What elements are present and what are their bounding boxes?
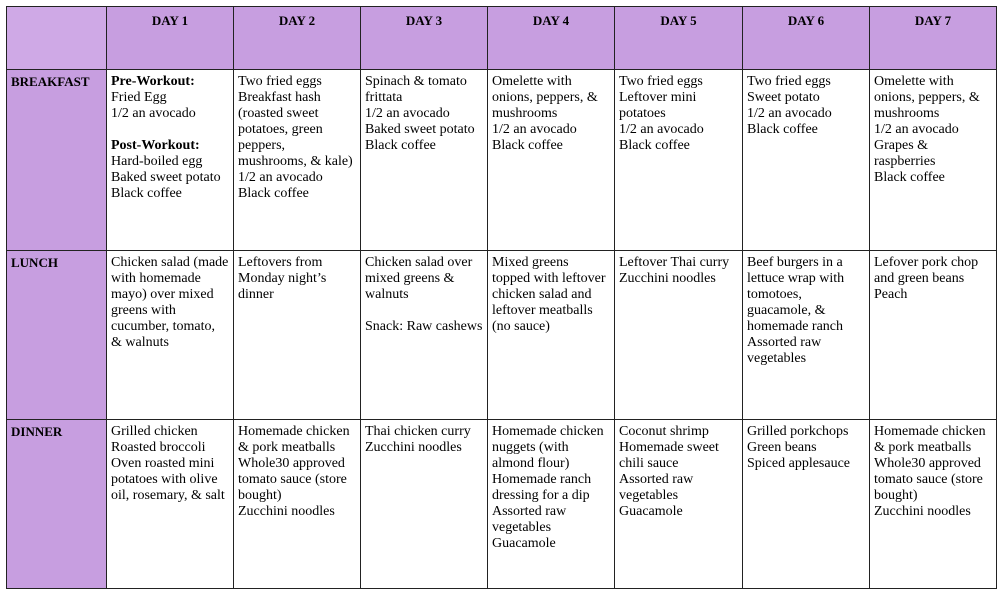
line-gap <box>111 122 229 138</box>
cell-line: Homemade chicken & pork meatballs <box>874 423 986 455</box>
cell-line: Leftover mini potatoes <box>619 90 697 121</box>
cell-line: Leftover Thai curry <box>619 254 730 270</box>
corner-cell <box>7 7 107 70</box>
meal-cell <box>870 419 997 588</box>
cell-line: Snack: Raw cashews <box>365 318 483 334</box>
cell-line: Hard-boiled egg <box>111 154 203 169</box>
cell-line: Zucchini noodles <box>365 439 462 455</box>
cell-line: Grilled porkchops <box>747 423 849 439</box>
cell-line: Peach <box>874 286 908 302</box>
meal-label: DINNER <box>7 419 107 588</box>
cell-line: Black coffee <box>874 170 945 185</box>
cell-line: Black coffee <box>492 138 563 153</box>
cell-line: Whole30 approved tomato sauce (store bought) <box>874 455 983 503</box>
meal-cell <box>361 419 488 588</box>
cell-line: Mixed greens topped with leftover chicken salad and leftover meatballs (no sauce) <box>492 254 606 334</box>
cell-line: 1/2 an avocado <box>238 170 323 185</box>
cell-line: Two fried eggs <box>238 74 322 89</box>
cell-line: Assorted raw vegetables <box>492 503 567 535</box>
day-header: DAY 4 <box>488 7 615 70</box>
meal-cell <box>488 419 615 588</box>
day-header: DAY 3 <box>361 7 488 70</box>
cell-line: Black coffee <box>365 138 436 153</box>
cell-line: Zucchini noodles <box>238 503 335 519</box>
cell-line: Chicken salad over mixed greens & walnuts <box>365 254 473 302</box>
meal-label: LUNCH <box>7 250 107 419</box>
cell-line: Black coffee <box>238 186 309 201</box>
cell-line: Grapes & raspberries <box>874 138 936 169</box>
meal-cell <box>107 70 234 251</box>
cell-line: Baked sweet potato <box>365 122 475 137</box>
cell-line: Black coffee <box>111 186 182 201</box>
meal-cell <box>107 419 234 588</box>
meal-cell <box>743 70 870 251</box>
meal-cell <box>488 250 615 419</box>
cell-line: Two fried eggs <box>747 74 831 89</box>
cell-line: Black coffee <box>619 138 690 153</box>
meal-cell <box>234 250 361 419</box>
cell-line: Grilled chicken <box>111 423 198 439</box>
cell-line: Sweet potato <box>747 90 820 105</box>
cell-line: Whole30 approved tomato sauce (store bought) <box>238 455 347 503</box>
cell-line: Roasted broccoli <box>111 439 206 455</box>
meal-cell <box>743 419 870 588</box>
meal-cell <box>234 419 361 588</box>
day-header: DAY 7 <box>870 7 997 70</box>
cell-line: Chicken salad (made with homemade mayo) over mixed greens with cucumber, tomato, & walnuts <box>111 254 229 350</box>
cell-line: Spinach & tomato frittata <box>365 74 467 105</box>
cell-line: Assorted raw vegetables <box>619 471 694 503</box>
cell-line: Guacamole <box>619 503 683 519</box>
meal-cell <box>488 70 615 251</box>
cell-line: Omelette with onions, peppers, & mushrooms <box>492 74 598 121</box>
cell-line: Breakfast hash (roasted sweet potatoes, green peppers, mushrooms, & kale) <box>238 90 353 169</box>
cell-subheading: Pre-Workout: <box>111 74 195 89</box>
header-row <box>7 7 997 70</box>
cell-line: 1/2 an avocado <box>619 122 704 137</box>
cell-line: Two fried eggs <box>619 74 703 89</box>
cell-line: Fried Egg <box>111 90 167 105</box>
meal-plan-table <box>6 6 997 589</box>
dinner-row <box>7 419 997 588</box>
cell-line: 1/2 an avocado <box>874 122 959 137</box>
meal-cell <box>615 70 743 251</box>
cell-line: Black coffee <box>747 122 818 137</box>
cell-line: Leftovers from Monday night’s dinner <box>238 254 327 302</box>
cell-line: Baked sweet potato <box>111 170 221 185</box>
cell-line: Homemade chicken & pork meatballs <box>238 423 350 455</box>
meal-cell <box>615 419 743 588</box>
day-header: DAY 5 <box>615 7 743 70</box>
cell-line: Homemade ranch dressing for a dip <box>492 471 592 503</box>
meal-cell <box>743 250 870 419</box>
cell-line: Green beans <box>747 439 817 455</box>
cell-line: Thai chicken curry <box>365 423 471 439</box>
lunch-row <box>7 250 997 419</box>
cell-line: 1/2 an avocado <box>747 106 832 121</box>
breakfast-row <box>7 70 997 251</box>
cell-line: Oven roasted mini potatoes with olive oil, rosemary, & salt <box>111 455 225 503</box>
cell-line: Zucchini noodles <box>874 503 971 519</box>
cell-line: 1/2 an avocado <box>492 122 577 137</box>
meal-cell <box>361 70 488 251</box>
cell-line: Coconut shrimp <box>619 423 709 439</box>
meal-cell <box>615 250 743 419</box>
line-gap <box>365 303 483 319</box>
cell-line: Omelette with onions, peppers, & mushrooms <box>874 74 980 121</box>
meal-label: BREAKFAST <box>7 70 107 251</box>
meal-cell <box>870 250 997 419</box>
cell-line: Lefover pork chop and green beans <box>874 254 979 286</box>
cell-line: Beef burgers in a lettuce wrap with tomotoes, guacamole, & homemade ranch <box>747 254 845 334</box>
cell-line: 1/2 an avocado <box>365 106 450 121</box>
cell-line: Homemade chicken nuggets (with almond flour) <box>492 423 604 471</box>
meal-cell <box>234 70 361 251</box>
cell-line: Assorted raw vegetables <box>747 334 822 366</box>
cell-line: Spiced applesauce <box>747 455 851 471</box>
day-header: DAY 2 <box>234 7 361 70</box>
day-header: DAY 6 <box>743 7 870 70</box>
meal-cell <box>361 250 488 419</box>
day-header: DAY 1 <box>107 7 234 70</box>
meal-cell <box>870 70 997 251</box>
cell-line: Guacamole <box>492 535 556 551</box>
cell-line: Homemade sweet chili sauce <box>619 439 719 471</box>
cell-line: Zucchini noodles <box>619 270 716 286</box>
cell-line: 1/2 an avocado <box>111 106 196 121</box>
cell-subheading: Post-Workout: <box>111 138 200 153</box>
meal-cell <box>107 250 234 419</box>
